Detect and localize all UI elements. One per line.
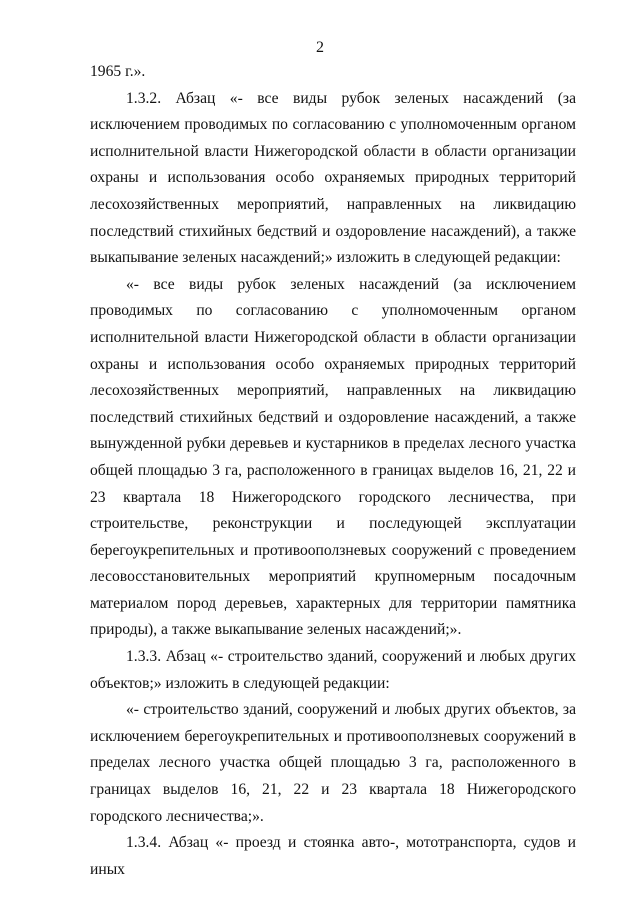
paragraph-continuation: 1965 г.». <box>90 63 146 80</box>
document-body <box>90 59 576 883</box>
paragraph-1-3-4: 1.3.4. Абзац «- проезд и стоянка авто-, мототранспорта, судов и иных <box>90 834 576 878</box>
paragraph-1-3-3-new-text: «- строительство зданий, сооружений и любых других объектов, за исключением берегоукрепительных и противооползневых сооружений в пределах лесного участка общей площадью 3 га, расположенного в границах выделов 16, 21, 22 и 23 квартала 18 Нижегородского городского лесничества;». <box>90 701 576 825</box>
paragraph-1-3-3: 1.3.3. Абзац «- строительство зданий, сооружений и любых других объектов;» изложить в следующей редакции: <box>90 648 576 692</box>
paragraph-1-3-2-new-text: «- все виды рубок зеленых насаждений (за исключением проводимых по согласованию с уполномоченным органом исполнительной власти Нижегородской области в области организации охраны и использования особо охраняемых природных территорий лесохозяйственных мероприятий, направленных на ликвидацию последствий стихийных бедствий и оздоровление насаждений, а также вынужденной рубки деревьев и кустарников в пределах лесного участка общей площадью 3 га, расположенного в границах выделов 16, 21, 22 и 23 квартала 18 Нижегородского городского лесничества, при строительстве, реконструкции и последующей эксплуатации берегоукрепительных и противооползневых сооружений с проведением лесовосстановительных мероприятий крупномерным посадочным материалом пород деревьев, характерных для территории памятника природы), а также выкапывание зеленых насаждений;». <box>90 275 576 639</box>
page-number: 2 <box>316 39 324 56</box>
paragraph-1-3-2: 1.3.2. Абзац «- все виды рубок зеленых насаждений (за исключением проводимых по согласованию с уполномоченным органом исполнительной власти Нижегородской области в области организации охраны и использования особо охраняемых природных территорий лесохозяйственных мероприятий, направленных на ликвидацию последствий стихийных бедствий и оздоровление насаждений), а также выкапывание зеленых насаждений;» изложить в следующей редакции: <box>90 89 576 267</box>
